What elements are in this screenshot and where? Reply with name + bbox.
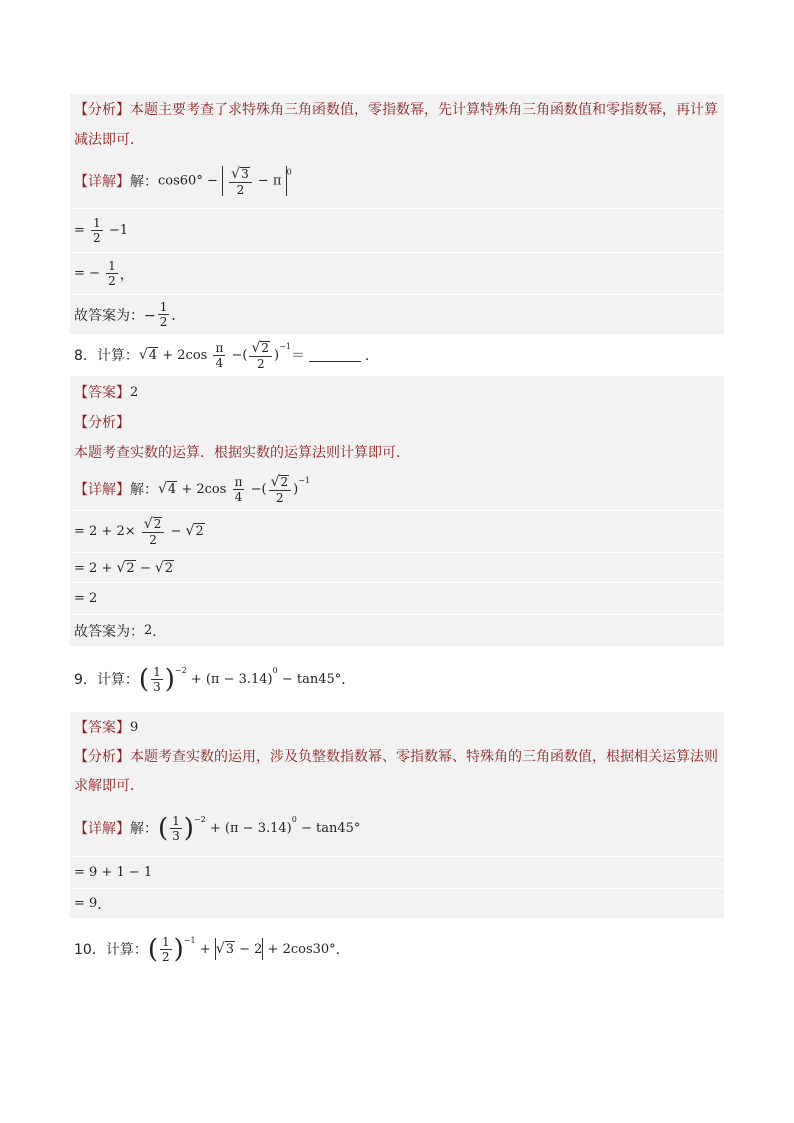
q7-answer-end: ． [171, 307, 186, 324]
q10-sqrt3: 3 [225, 941, 234, 957]
q10-neg1: −1 [183, 935, 196, 945]
q8-step1-a: = 2 + 2× [74, 524, 136, 539]
q9-zero: 0 [272, 665, 278, 675]
q7-sqrt3-over-2: √ 3 2 [229, 167, 252, 196]
q9-end: ． [341, 672, 356, 688]
q8-step1-expr: = 2 + 2× √ 2 2 − √ 2 [74, 516, 204, 547]
q8-minus-paren: −( [231, 347, 248, 363]
q8-final-end: ． [152, 623, 167, 640]
q7-analysis-line2 [70, 124, 724, 154]
q8-detail-expr: √ 4 + 2cos $\frac{\pi}{4}$ −( √ 2 2 )$^{-1}$ [158, 473, 310, 505]
q7-step1-eq: = [74, 223, 85, 238]
q8-s2-sqrt2b: 2 [164, 560, 174, 576]
q7-answer-frac [158, 301, 170, 328]
q9-step1 [70, 856, 724, 888]
q9-tan45: − tan45° [281, 671, 342, 687]
q9-answer-val: 9 [130, 719, 139, 735]
q9-step2-expr: = 9 [74, 896, 98, 911]
q7-step2-num: 1 [108, 259, 116, 273]
q7-sqrt3-val: 3 [241, 166, 249, 181]
q8-step3-expr: = 2 [74, 591, 98, 606]
q8-question [70, 334, 724, 376]
q7-detail-tag: 【详解】 [74, 174, 130, 190]
q8-solution-box [70, 376, 724, 646]
q8-step2-expr: = 2 + √ 2 − √ 2 [74, 559, 174, 576]
q7-answer-den: 2 [159, 315, 168, 329]
q8-number: 8．计算： [74, 348, 139, 364]
q7-detail-prefix: 解： [130, 174, 158, 190]
q8-2cos: + 2cos [162, 347, 208, 363]
q7-step1-expr [74, 217, 128, 244]
q7-detail-line [70, 154, 724, 208]
q8-step1-b: − [170, 524, 182, 539]
q9-d-pi-term: + (π − 3.14) [209, 820, 292, 836]
q8-s1-sqrt2b: 2 [195, 524, 204, 539]
q8-analysis-tag-line [70, 408, 724, 436]
q7-detail-expr [158, 166, 292, 196]
q8-d-neg1: −1 [298, 475, 310, 485]
q9-d-neg2: −2 [193, 814, 206, 824]
q8-end: ． [364, 348, 379, 364]
q8-s1-sqrt2: 2 [153, 517, 162, 531]
q9-detail-tag: 【详解】 [74, 821, 130, 837]
q9-expr: ( $\frac{1}{3}$ )$^{-2} + (\pi - 3.14)^0 - \tan 45^\circ$ [138, 664, 342, 694]
q8-two: 2 [256, 356, 265, 371]
q7-step1-frac [91, 217, 103, 244]
q7-analysis-line1 [70, 94, 724, 124]
q7-step1-minus: −1 [108, 223, 128, 238]
q10-plus: + [199, 941, 211, 957]
q8-analysis-line [70, 436, 724, 468]
q10-minus2: − 2 [239, 941, 263, 957]
q9-step1-expr: = 9 + 1 − 1 [74, 865, 153, 880]
q10-question [70, 918, 724, 980]
q8-detail-prefix: 解： [130, 482, 158, 498]
q8-final [70, 614, 724, 646]
q9-analysis-line2 [70, 770, 724, 800]
q9-pi-term: + (π − 3.14) [190, 671, 273, 687]
q10-expr: ( $\frac{1}{2}$ )$^{-1}$ + √ 3 − 2 + 2cos30° [147, 934, 336, 964]
q10-one: 1 [161, 934, 170, 949]
q7-den-2: 2 [236, 182, 245, 197]
q7-analysis-text1: 本题主要考查了求特殊角三角函数值，零指数幂，先计算特殊角三角函数值和零指数幂，再计算 [130, 102, 718, 118]
q9-d-three: 3 [172, 828, 180, 843]
q9-number: 9．计算： [74, 672, 139, 688]
q9-d-one: 1 [172, 813, 180, 828]
q8-d-two: 2 [276, 490, 284, 505]
q8-step2 [70, 552, 724, 582]
q8-s1-two: 2 [149, 533, 157, 547]
q7-cos60: cos60° [158, 173, 203, 189]
q10-end: ． [335, 942, 350, 958]
document-page [70, 94, 724, 980]
q9-analysis-text1: 本题考查实数的运用，涉及负整数指数幂、零指数幂、特殊角的三角函数值，根据相关运算法则 [130, 749, 718, 765]
q8-pi: π [215, 340, 224, 355]
q9-step2 [70, 888, 724, 918]
q8-s2-sqrt2: 2 [126, 560, 135, 576]
q8-d-four: 4 [234, 489, 243, 504]
q10-abs-right [262, 938, 263, 960]
q10-2cos30: + 2cos30° [267, 941, 336, 957]
q8-step1 [70, 510, 724, 552]
q9-question [70, 646, 724, 712]
q7-step2-eq: = − [74, 266, 100, 281]
q8-analysis-text: 本题考查实数的运算．根据实数的运算法则计算即可． [74, 445, 410, 461]
q8-four: 4 [215, 355, 224, 370]
q8-answer-val: 2 [130, 384, 139, 400]
q8-d-2cos: + 2cos [181, 481, 227, 497]
q7-answer-num: 1 [159, 300, 168, 314]
q9-step2-end: ． [97, 896, 112, 913]
q9-three: 3 [153, 679, 161, 694]
q8-final-text: 故答案为： [74, 623, 144, 640]
q7-answer [70, 294, 724, 334]
q9-analysis-tag: 【分析】 [74, 749, 130, 765]
q8-answer-tag: 【答案】 [74, 385, 130, 401]
q7-answer-text: 故答案为：− [74, 307, 156, 324]
q8-step2-b: − [139, 560, 151, 576]
q7-step1-num: 1 [93, 216, 101, 230]
q8-close-paren: ) [274, 347, 280, 363]
q9-analysis-text2: 求解即可． [74, 778, 144, 794]
q9-neg2: −2 [174, 665, 187, 675]
q8-equals: ＝ [290, 348, 305, 364]
q9-analysis-line1 [70, 742, 724, 770]
q7-step2-end: ， [119, 266, 134, 283]
q8-sqrt4: 4 [148, 347, 158, 363]
q9-one: 1 [153, 664, 161, 679]
q7-step2 [70, 252, 724, 294]
q7-step2-expr [74, 260, 120, 287]
q8-detail-tag: 【详解】 [74, 482, 130, 498]
q8-d-minus-paren: −( [250, 481, 267, 497]
q9-detail-line [70, 800, 724, 856]
q9-detail-prefix: 解： [130, 821, 158, 837]
q8-answer-line [70, 376, 724, 408]
q7-step1 [70, 208, 724, 252]
q7-analysis-tag: 【分析】 [74, 102, 130, 118]
q7-pi: π [272, 173, 282, 189]
q8-d-sqrt4: 4 [167, 481, 177, 497]
q8-analysis-tag: 【分析】 [74, 415, 130, 431]
q8-sqrt2: 2 [261, 340, 270, 355]
q7-zero-exp: 0 [286, 167, 292, 177]
q8-step3 [70, 582, 724, 614]
q9-detail-expr: ( $\frac{1}{3}$ )$^{-2} + (\pi - 3.14)^0 - \tan 45^\circ$ [158, 813, 361, 843]
q8-d-pi: π [234, 474, 243, 489]
q7-abs-left [222, 166, 223, 196]
q8-expr: √ 4 + 2cos $\frac{\pi}{4}$ −( √ 2 2 )$^{-1}$ [138, 339, 291, 371]
q8-detail-line [70, 468, 724, 510]
q7-solution-box [70, 94, 724, 334]
q8-step2-a: = 2 + [74, 560, 113, 576]
q7-step2-den: 2 [108, 274, 116, 288]
q8-answer-blank[interactable] [309, 349, 361, 362]
q8-d-sqrt2: 2 [280, 474, 289, 489]
q10-number: 10．计算： [74, 942, 148, 958]
q9-d-tan45: − tan45° [300, 820, 361, 836]
q7-analysis-text2: 减法即可． [74, 132, 144, 148]
q9-solution-box [70, 712, 724, 918]
q7-step1-den: 2 [93, 231, 101, 245]
q7-step2-frac [106, 260, 118, 287]
q8-final-val: 2 [144, 623, 153, 638]
q8-d-close-paren: ) [293, 481, 299, 497]
q9-answer-tag: 【答案】 [74, 720, 130, 736]
q10-two: 2 [161, 949, 170, 964]
q8-neg1: −1 [279, 341, 291, 351]
q7-minus: − [206, 173, 218, 189]
q9-d-zero: 0 [291, 814, 297, 824]
q9-answer-line [70, 712, 724, 742]
q7-minus2: − [257, 173, 269, 189]
